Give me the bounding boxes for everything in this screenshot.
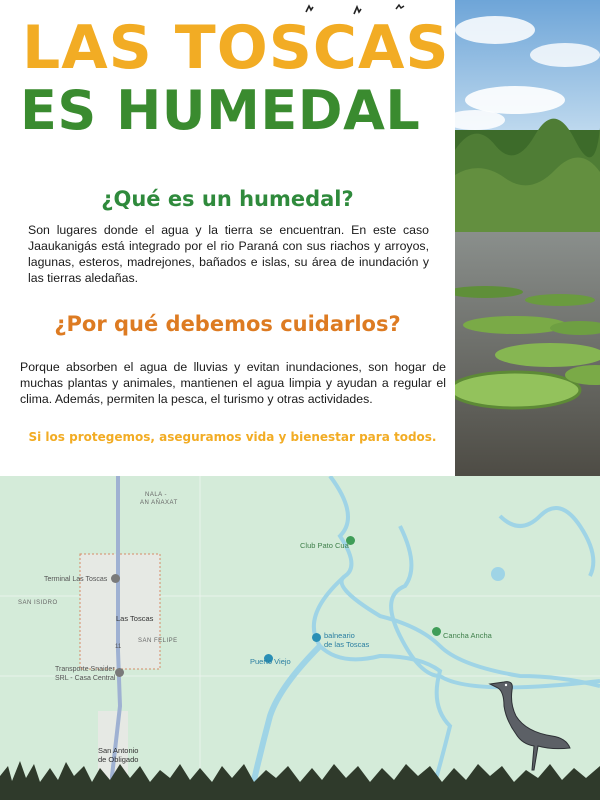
title-line-1: LAS TOSCAS — [22, 13, 450, 83]
heron-icon — [482, 674, 577, 774]
map-label-anaxat: AN AÑAXAT — [140, 500, 178, 506]
map-label-nala: NALA - — [145, 492, 168, 498]
map-label-san-antonio-2: de Obligado — [98, 755, 139, 764]
section2-body: Porque absorben el agua de lluvias y evitan inundaciones, son hogar de muchas plantas y animales, mantienen el agua limpia y ayudan a regular el clima. Además, permiten la pesca, el turismo y otras actividades. — [20, 360, 446, 406]
map-label-club: Club Pato Cua — [300, 541, 349, 550]
map-label-transporte-2: SRL - Casa Central — [55, 675, 116, 682]
map-label-san-isidro: SAN ISIDRO — [18, 600, 58, 606]
balneario-pin-icon[interactable] — [312, 633, 321, 642]
map-label-transporte-1: Transporte Snaider — [55, 666, 115, 673]
map-label-puerto: Puerto Viejo — [250, 657, 291, 666]
map-label-balneario-1: balneario — [324, 631, 355, 640]
map-label-terminal: Terminal Las Toscas — [44, 576, 108, 583]
map-label-san-antonio-1: San Antonio — [98, 746, 139, 755]
map-label-route: 11 — [115, 644, 122, 650]
tagline: Si los protegemos, aseguramos vida y bienestar para todos. — [28, 430, 437, 444]
wetland-photo — [455, 0, 600, 478]
area-map[interactable] — [0, 476, 600, 800]
map-label-cancha: Cancha Ancha — [443, 631, 492, 640]
transport-pin-icon[interactable] — [115, 668, 124, 677]
section2-heading: ¿Por qué debemos cuidarlos? — [54, 312, 401, 336]
title-line-2: ES HUMEDAL — [20, 79, 421, 142]
terminal-pin-icon[interactable] — [111, 574, 120, 583]
map-label-las-toscas: Las Toscas — [116, 614, 154, 623]
map-label-balneario-2: de las Toscas — [324, 640, 370, 649]
section1-body: Son lugares donde el agua y la tierra se encuentran. En este caso Jaaukanigás está integrado por el rio Paraná con sus riachos y arroyos, lagunas, esteros, madrejones, bañados e islas, su área de inundación y las tierras aledañas. — [28, 223, 429, 285]
cancha-pin-icon[interactable] — [432, 627, 441, 636]
map-label-san-felipe: SAN FELIPE — [138, 638, 178, 644]
section1-heading: ¿Qué es un humedal? — [101, 187, 354, 211]
